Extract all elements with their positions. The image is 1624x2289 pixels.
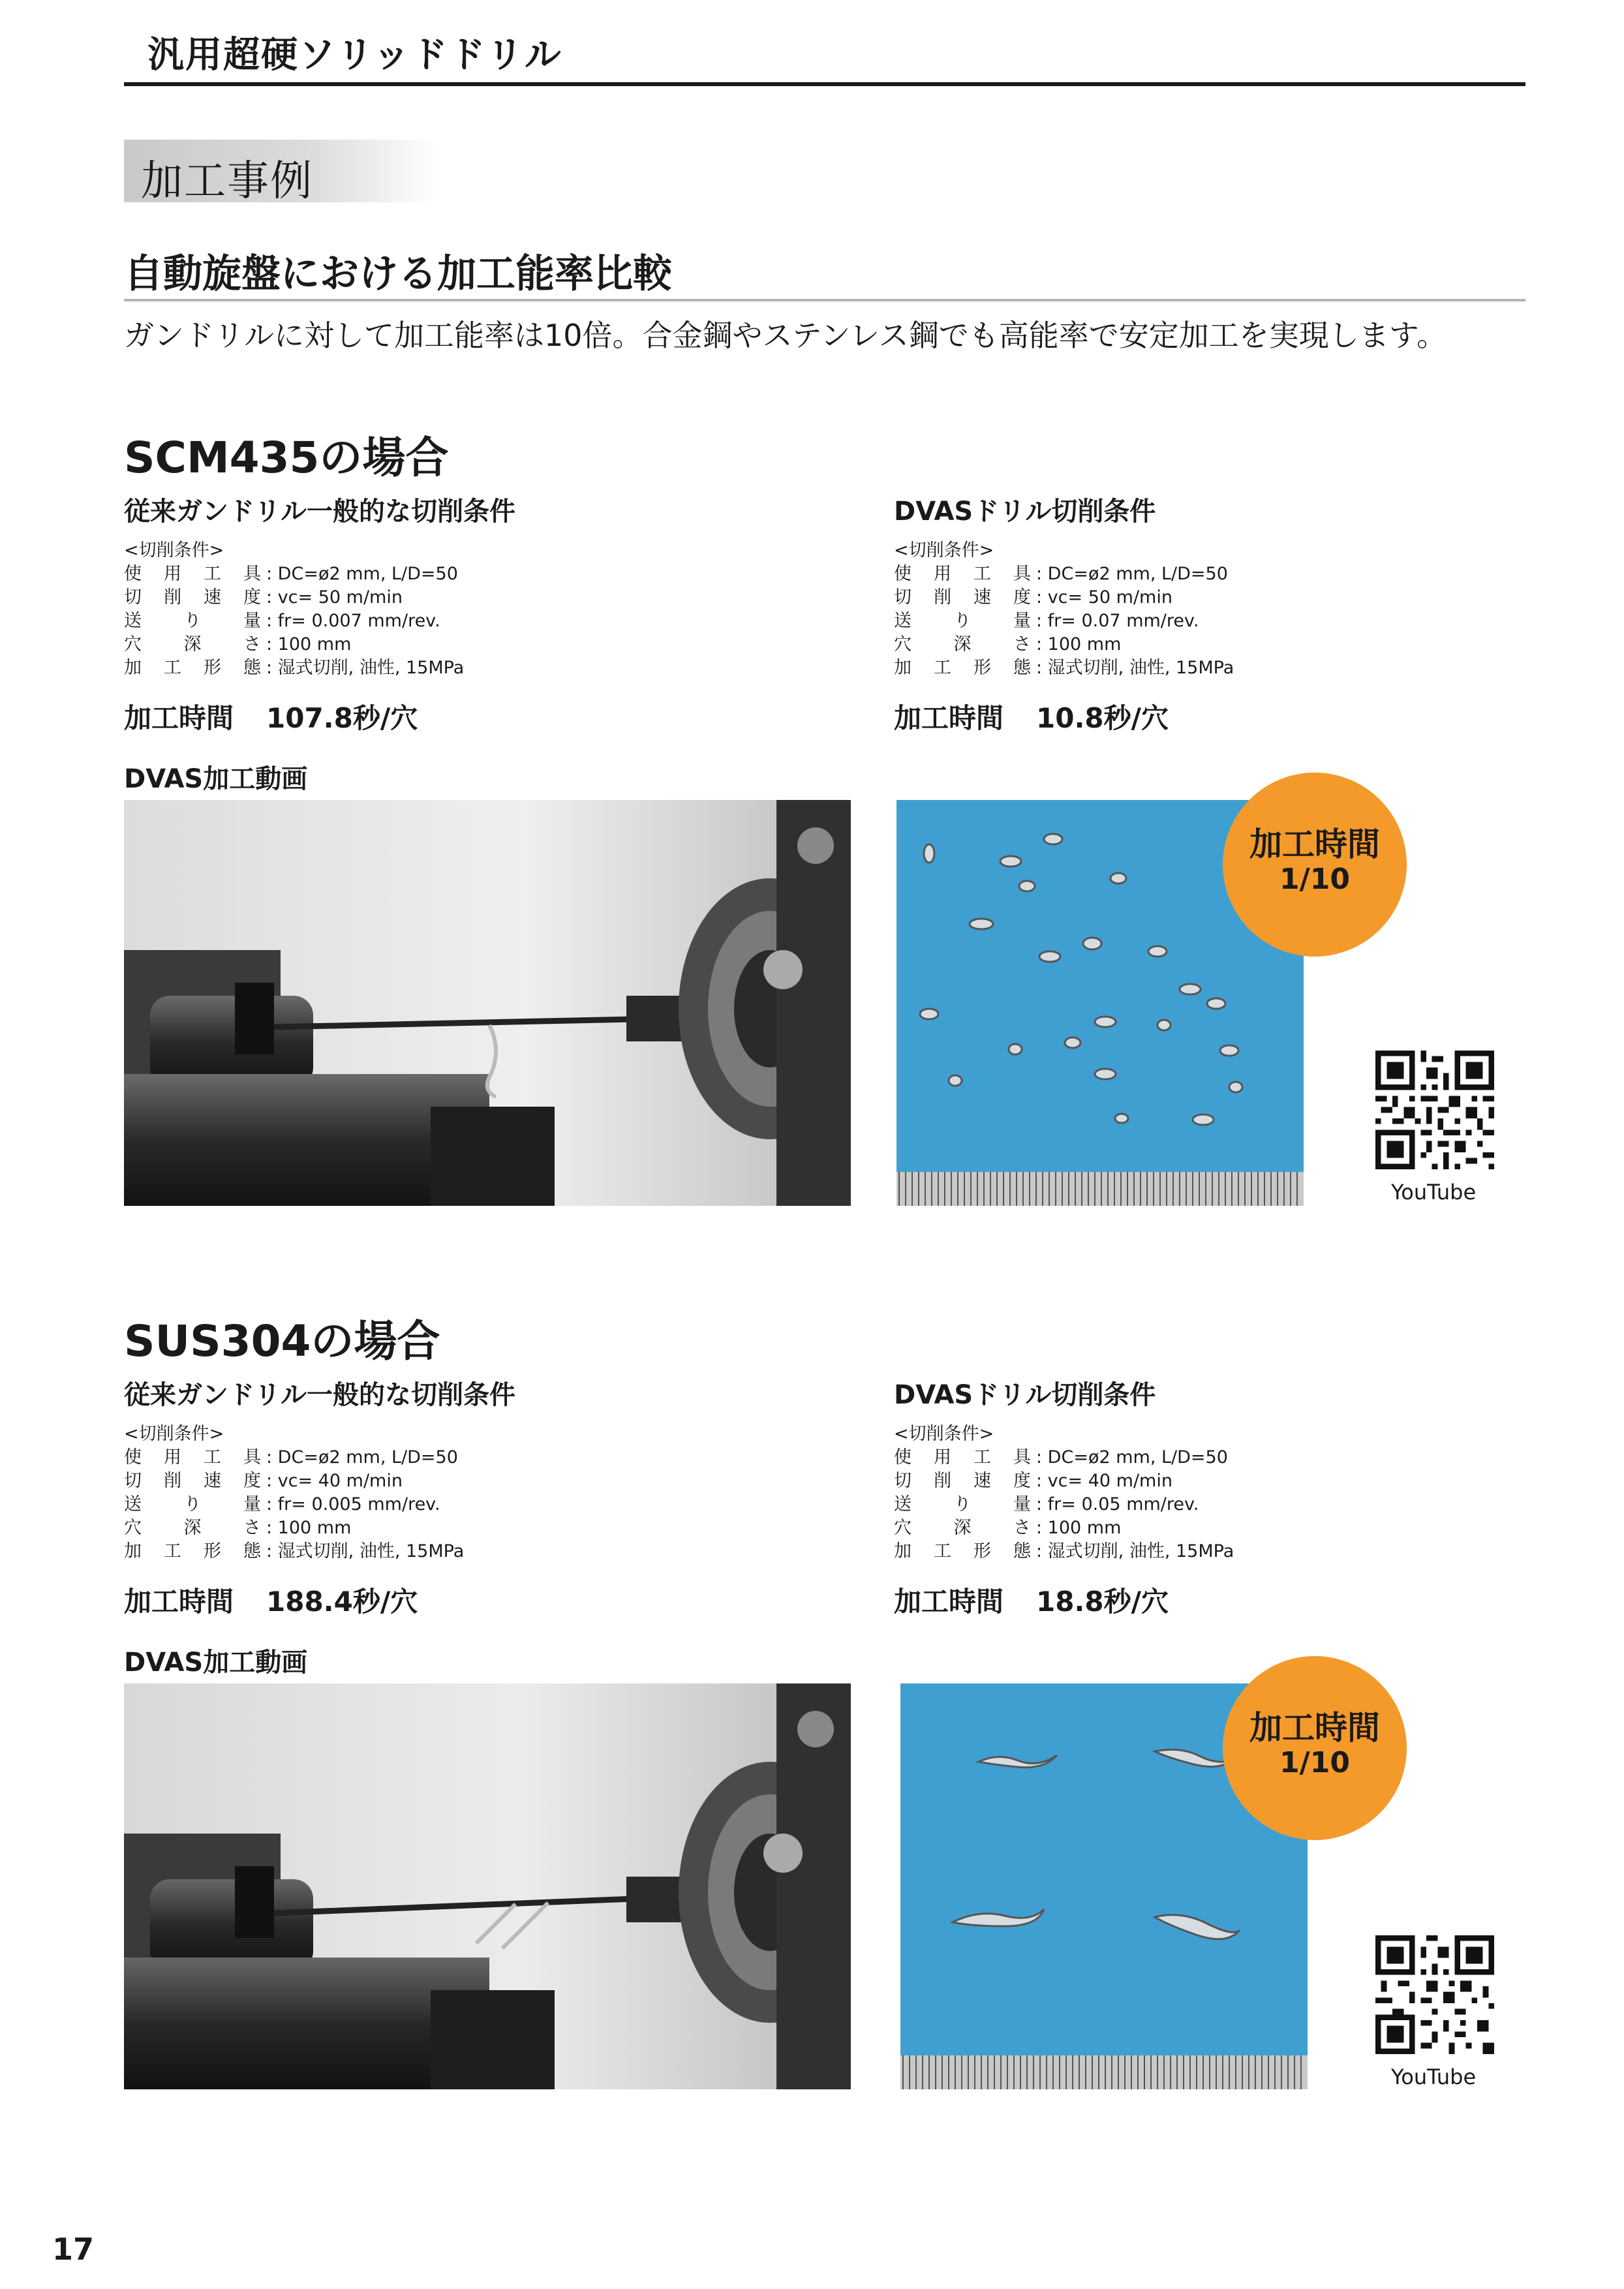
condition-label-char: 使 [124,1447,142,1467]
time-label: 加工時間 [124,1586,234,1618]
header-title: 汎用超硬ソリッドドリル [147,34,562,76]
time-label: 加工時間 [894,702,1004,734]
condition-label-char: 加 [894,658,912,678]
condition-label-char: 切 [894,587,912,607]
time-label: 加工時間 [894,1586,1004,1618]
condition-label [894,1516,1031,1540]
condition-row [124,609,464,633]
condition-value: : fr= 0.007 mm/rev. [266,611,440,631]
condition-label-char: 度 [243,587,261,607]
condition-label-char: 工 [164,1541,181,1561]
case-title-sus304: SUS304の場合 [124,1316,440,1366]
condition-label [894,633,1031,656]
condition-value: : fr= 0.07 mm/rev. [1036,611,1199,631]
condition-row [894,1469,1234,1493]
condition-value: : 湿式切削, 油性, 15MPa [1036,658,1234,678]
condition-label-char: さ [1013,1518,1031,1538]
header-rule [124,82,1525,86]
condition-label-char: 加 [124,658,142,678]
condition-label-char: 加 [124,1541,142,1561]
time-value: 188.4秒/穴 [266,1586,418,1618]
condition-row [124,1469,464,1493]
condition-row [894,609,1234,633]
condition-row [894,1493,1234,1516]
condition-label [124,562,261,586]
condition-label-char: 穴 [894,634,912,654]
condition-value: : 湿式切削, 油性, 15MPa [266,1541,465,1561]
condition-label-char: り [183,611,202,631]
condition-label-char: り [953,611,972,631]
dvas-conditions [894,1422,1234,1563]
condition-row [894,1540,1234,1563]
badge-line1: 加工時間 [1249,1709,1380,1747]
condition-label-char: 切 [124,1471,142,1491]
dvas-conditions [894,539,1234,680]
condition-label-char: 工 [164,658,181,678]
condition-label-char: 工 [973,564,991,584]
condition-label-char: り [953,1494,972,1514]
condition-value: : 湿式切削, 油性, 15MPa [266,658,465,678]
condition-label-char: 速 [973,1471,991,1491]
conventional-time [124,697,418,736]
condition-label-char: 深 [183,634,202,654]
intro-rule [124,299,1525,301]
condition-label-char: 形 [204,658,221,678]
condition-row [124,1446,464,1469]
condition-label-char: さ [243,1518,261,1538]
condition-label [894,656,1031,680]
qr-caption: YouTube [1391,1180,1477,1205]
section-tab-label: 加工事例 [141,157,313,206]
conditions-title: <切削条件> [894,540,994,561]
video-label: DVAS加工動画 [124,764,308,794]
condition-label-char: 態 [243,658,261,678]
conventional-heading: 従来ガンドリル一般的な切削条件 [124,1380,515,1410]
condition-label [124,609,261,633]
condition-label-char: り [183,1494,202,1514]
condition-row [894,656,1234,680]
condition-value: : vc= 40 m/min [1036,1471,1172,1491]
condition-value: : fr= 0.05 mm/rev. [1036,1494,1199,1514]
condition-label-char: 穴 [124,634,142,654]
condition-label-char: 態 [1013,1541,1031,1561]
condition-label-char: 度 [243,1471,261,1491]
condition-label-char: さ [1013,634,1031,654]
condition-label-char: 工 [934,1541,951,1561]
condition-row [124,562,464,586]
dvas-heading: DVASドリル切削条件 [894,1380,1156,1410]
condition-label [124,1516,261,1540]
condition-label-char: 削 [164,587,181,607]
youtube-qr-code[interactable] [1375,1051,1494,1169]
condition-label-char: 具 [1013,1447,1031,1467]
intro-lead: ガンドリルに対して加工能率は10倍。合金鋼やステンレス鋼でも高能率で安定加工を実現します。 [124,318,1447,353]
condition-label [124,1446,261,1469]
condition-label-char: 深 [953,1518,972,1538]
condition-label [124,1469,261,1493]
time-ratio-badge [1223,773,1407,957]
condition-row [894,586,1234,609]
condition-label [894,1446,1031,1469]
condition-label-char: 度 [1013,1471,1031,1491]
condition-label-char: 用 [164,564,181,584]
condition-label-char: 量 [243,1494,261,1514]
condition-row [894,1516,1234,1540]
condition-label-char: 量 [1013,611,1031,631]
condition-label-char: 使 [124,564,142,584]
badge-line1: 加工時間 [1249,825,1380,863]
condition-label-char: 削 [164,1471,181,1491]
condition-label-char: 送 [894,611,912,631]
badge-line2: 1/10 [1279,1746,1350,1779]
condition-label-char: 穴 [124,1518,142,1538]
condition-label-char: 速 [204,1471,221,1491]
condition-label-char: 量 [243,611,261,631]
condition-label [124,1493,261,1516]
condition-label-char: さ [243,634,261,654]
condition-value: : 100 mm [1036,1518,1122,1538]
condition-value: : vc= 40 m/min [266,1471,403,1491]
condition-label-char: 工 [973,1447,991,1467]
condition-label-char: 送 [894,1494,912,1514]
page-number: 17 [52,2232,95,2267]
condition-label-char: 加 [894,1541,912,1561]
condition-label-char: 態 [243,1541,261,1561]
condition-label-char: 切 [894,1471,912,1491]
condition-label-char: 用 [934,1447,951,1467]
section-tab [124,140,437,206]
condition-label [894,1540,1031,1563]
condition-value: : 湿式切削, 油性, 15MPa [1036,1541,1234,1561]
conventional-time [124,1580,418,1620]
dvas-heading: DVASドリル切削条件 [894,497,1156,527]
condition-label-char: 速 [204,587,221,607]
condition-value: : 100 mm [1036,634,1122,654]
dvas-time [894,1580,1169,1620]
condition-label-char: 工 [204,1447,221,1467]
condition-row [124,586,464,609]
condition-row [894,1446,1234,1469]
time-label: 加工時間 [124,702,234,734]
condition-label-char: 穴 [894,1518,912,1538]
condition-value: : 100 mm [266,1518,352,1538]
video-label: DVAS加工動画 [124,1648,308,1678]
condition-row [124,1493,464,1516]
conventional-heading: 従来ガンドリル一般的な切削条件 [124,497,515,527]
condition-label [894,1493,1031,1516]
condition-row [894,562,1234,586]
condition-label-char: 形 [973,1541,991,1561]
time-value: 10.8秒/穴 [1036,702,1169,734]
condition-label [894,1469,1031,1493]
condition-label-char: 使 [894,564,912,584]
time-value: 107.8秒/穴 [266,702,418,734]
conventional-conditions [124,1422,464,1563]
machining-video-thumbnail[interactable] [124,1683,851,2089]
machining-video-thumbnail[interactable] [124,800,851,1206]
intro-title: 自動旋盤における加工能率比較 [124,251,672,297]
condition-label-char: 削 [934,587,951,607]
condition-label-char: 送 [124,1494,142,1514]
condition-label-char: 削 [934,1471,951,1491]
conditions-title: <切削条件> [894,1424,994,1444]
condition-label-char: 送 [124,611,142,631]
condition-label-char: 度 [1013,587,1031,607]
condition-label-char: 形 [973,658,991,678]
condition-row [124,1516,464,1540]
condition-value: : fr= 0.005 mm/rev. [266,1494,440,1514]
condition-value: : vc= 50 m/min [266,587,403,607]
condition-label [894,586,1031,609]
condition-label [124,633,261,656]
condition-value: : DC=ø2 mm, L/D=50 [266,564,458,584]
condition-label-char: 具 [243,564,261,584]
conventional-conditions [124,539,464,680]
condition-value: : 100 mm [266,634,352,654]
condition-label-char: 深 [183,1518,202,1538]
condition-label [124,1540,261,1563]
condition-label [894,562,1031,586]
condition-label-char: 速 [973,587,991,607]
youtube-qr-code[interactable] [1375,1935,1494,2054]
condition-value: : DC=ø2 mm, L/D=50 [1036,564,1228,584]
badge-line2: 1/10 [1279,863,1350,896]
condition-row [124,1540,464,1563]
condition-label-char: 工 [934,658,951,678]
condition-value: : vc= 50 m/min [1036,587,1172,607]
condition-row [894,633,1234,656]
condition-label-char: 量 [1013,1494,1031,1514]
time-value: 18.8秒/穴 [1036,1586,1169,1618]
condition-label-char: 形 [204,1541,221,1561]
condition-label-char: 切 [124,587,142,607]
time-ratio-badge [1223,1656,1407,1840]
conditions-title: <切削条件> [124,1424,224,1444]
qr-caption: YouTube [1391,2065,1477,2089]
condition-row [124,633,464,656]
dvas-time [894,697,1169,736]
condition-label-char: 工 [204,564,221,584]
condition-label [124,656,261,680]
case-title-scm435: SCM435の場合 [124,433,449,483]
condition-label-char: 用 [934,564,951,584]
condition-label-char: 具 [1013,564,1031,584]
condition-label-char: 態 [1013,658,1031,678]
condition-label-char: 用 [164,1447,181,1467]
condition-label [894,609,1031,633]
condition-value: : DC=ø2 mm, L/D=50 [266,1447,458,1467]
condition-value: : DC=ø2 mm, L/D=50 [1036,1447,1228,1467]
condition-label-char: 具 [243,1447,261,1467]
condition-label-char: 使 [894,1447,912,1467]
conditions-title: <切削条件> [124,540,224,561]
condition-label [124,586,261,609]
condition-label-char: 深 [953,634,972,654]
condition-row [124,656,464,680]
